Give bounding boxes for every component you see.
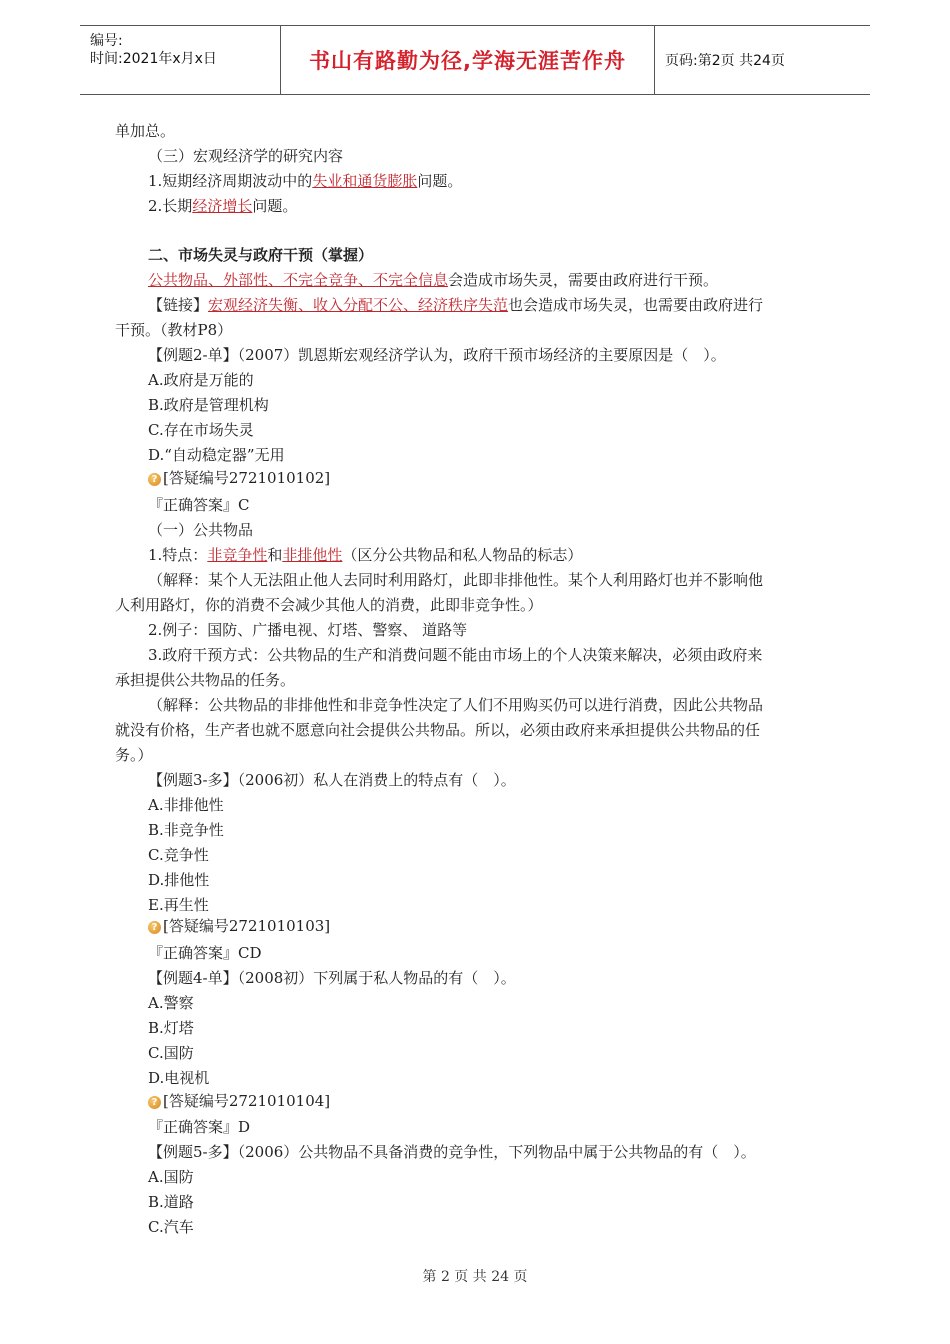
line-text: C.存在市场失灵 xyxy=(148,421,254,439)
text-line xyxy=(148,370,254,390)
text-line xyxy=(148,1192,194,1212)
line-text: A.警察 xyxy=(148,994,194,1012)
text-line xyxy=(148,146,343,166)
qa-code: [答疑编号2721010103] xyxy=(163,917,331,935)
motto: 书山有路勤为径,学海无涯苦作舟 xyxy=(309,49,626,73)
highlight-term: 非排他性 xyxy=(282,546,343,564)
page-footer: 第 2 页 共 24 页 xyxy=(422,1269,528,1285)
highlight-term: 公共物品、外部性、不完全竞争、不完全信息 xyxy=(148,271,449,289)
text-line xyxy=(148,545,582,565)
text-line xyxy=(115,320,232,340)
text-line xyxy=(148,845,209,865)
text-line xyxy=(148,1068,209,1088)
line-text: 和 xyxy=(267,546,283,564)
line-text: B.灯塔 xyxy=(148,1019,194,1037)
text-line xyxy=(148,395,269,415)
text-line xyxy=(148,495,249,515)
line-text: 问题。 xyxy=(252,197,298,215)
line-text: （三）宏观经济学的研究内容 xyxy=(148,147,344,165)
highlight-term: 失业和通货膨胀 xyxy=(312,172,418,190)
text-line xyxy=(148,245,373,265)
highlight-term: 经济增长 xyxy=(192,197,253,215)
qa-code: [答疑编号2721010102] xyxy=(163,469,331,487)
text-line xyxy=(148,1117,250,1137)
line-text: 2.长期 xyxy=(148,197,193,215)
text-line xyxy=(148,420,254,440)
line-text: 也会造成市场失灵，也需要由政府进行 xyxy=(508,296,764,314)
header-motto-cell xyxy=(281,26,655,94)
text-line xyxy=(148,468,330,488)
text-line xyxy=(148,943,262,963)
text-line xyxy=(148,270,718,290)
text-line xyxy=(148,171,462,191)
line-text: （解释：公共物品的非排他性和非竞争性决定了人们不用购买仍可以进行消费，因此公共物品 xyxy=(148,696,764,714)
text-line xyxy=(115,595,543,615)
line-text: 问题。 xyxy=(417,172,463,190)
text-line xyxy=(148,1217,194,1237)
page-header xyxy=(80,25,870,95)
header-page-cell xyxy=(655,26,870,94)
text-line xyxy=(148,520,253,540)
text-line xyxy=(148,1091,330,1111)
text-line xyxy=(148,295,763,315)
line-text: B.道路 xyxy=(148,1193,194,1211)
text-line xyxy=(148,895,209,915)
highlight-term: 宏观经济失衡、收入分配不公、经济秩序失范 xyxy=(208,296,509,314)
line-text: A.国防 xyxy=(148,1168,194,1186)
line-text: 『正确答案』C xyxy=(148,496,250,514)
section-heading: 二、市场失灵与政府干预（掌握） xyxy=(148,246,374,264)
line-text: 单加总。 xyxy=(115,122,176,140)
line-text: A.非排他性 xyxy=(148,796,224,814)
text-line xyxy=(148,1018,194,1038)
line-text: B.非竞争性 xyxy=(148,821,224,839)
line-text: 『正确答案』D xyxy=(148,1118,251,1136)
page-label: 页码:第2页 共24页 xyxy=(665,53,785,69)
time-label: 时间:2021年x月x日 xyxy=(90,51,217,67)
text-line xyxy=(148,695,763,715)
text-line xyxy=(148,870,209,890)
line-text: D.排他性 xyxy=(148,871,210,889)
line-text: 【例题5-多】（2006）公共物品不具备消费的竞争性，下列物品中属于公共物品的有（ ）。 xyxy=(148,1143,756,1161)
line-text: 2.例子：国防、广播电视、灯塔、警察、 道路等 xyxy=(148,621,468,639)
line-text: C.国防 xyxy=(148,1044,194,1062)
text-line xyxy=(148,1142,756,1162)
line-text: （解释：某个人无法阻止他人去同时利用路灯，此即非排他性。某个人利用路灯也并不影响他 xyxy=(148,571,764,589)
qa-code: [答疑编号2721010104] xyxy=(163,1092,331,1110)
text-line xyxy=(148,1043,194,1063)
text-line xyxy=(148,820,224,840)
text-line xyxy=(148,570,763,590)
line-text: A.政府是万能的 xyxy=(148,371,254,389)
line-text: 1.特点： xyxy=(148,546,208,564)
text-line xyxy=(115,670,295,690)
line-text: 【例题2-单】（2007）凯恩斯宏观经济学认为，政府干预市场经济的主要原因是（ ）。 xyxy=(148,346,726,364)
line-text: 会造成市场失灵，需要由政府进行干预。 xyxy=(448,271,719,289)
line-text: 【例题4-单】（2008初）下列属于私人物品的有（ ）。 xyxy=(148,969,516,987)
line-text: （一）公共物品 xyxy=(148,521,254,539)
line-text: C.竞争性 xyxy=(148,846,209,864)
line-text: D.“自动稳定器”无用 xyxy=(148,446,285,464)
line-text: 1.短期经济周期波动中的 xyxy=(148,172,313,190)
line-text: 承担提供公共物品的任务。 xyxy=(115,671,296,689)
text-line xyxy=(148,1167,194,1187)
text-line xyxy=(115,745,153,765)
line-text: E.再生性 xyxy=(148,896,209,914)
text-line xyxy=(148,620,467,640)
line-text: 人利用路灯，你的消费不会减少其他人的消费，此即非竞争性。） xyxy=(115,596,543,614)
highlight-term: 非竞争性 xyxy=(207,546,268,564)
text-line xyxy=(148,445,285,465)
line-text: 就没有价格，生产者也就不愿意向社会提供公共物品。所以，必须由政府来承担提供公共物品的任 xyxy=(115,721,761,739)
line-text: 务。） xyxy=(115,746,153,764)
line-text: 『正确答案』CD xyxy=(148,944,262,962)
line-text: D.电视机 xyxy=(148,1069,210,1087)
number-label: 编号: xyxy=(90,33,123,49)
line-text: 3.政府干预方式：公共物品的生产和消费问题不能由市场上的个人决策来解决，必须由政府来 xyxy=(148,646,763,664)
question-icon[interactable]: ? xyxy=(148,473,161,486)
text-line xyxy=(148,916,330,936)
text-line xyxy=(148,196,297,216)
text-line xyxy=(115,121,175,141)
text-line xyxy=(148,795,224,815)
line-text: 【链接】 xyxy=(148,296,209,314)
line-text: 【例题3-多】（2006初）私人在消费上的特点有（ ）。 xyxy=(148,771,516,789)
text-line xyxy=(148,345,726,365)
text-line xyxy=(148,770,516,790)
question-icon[interactable]: ? xyxy=(148,921,161,934)
text-line xyxy=(148,968,516,988)
line-text: C.汽车 xyxy=(148,1218,194,1236)
line-text: B.政府是管理机构 xyxy=(148,396,269,414)
header-meta-cell xyxy=(80,26,281,94)
text-line xyxy=(148,645,762,665)
line-text: 干预。（教材P8） xyxy=(115,321,233,339)
question-icon[interactable]: ? xyxy=(148,1096,161,1109)
text-line xyxy=(115,720,760,740)
line-text: （区分公共物品和私人物品的标志） xyxy=(342,546,583,564)
text-line xyxy=(148,993,194,1013)
